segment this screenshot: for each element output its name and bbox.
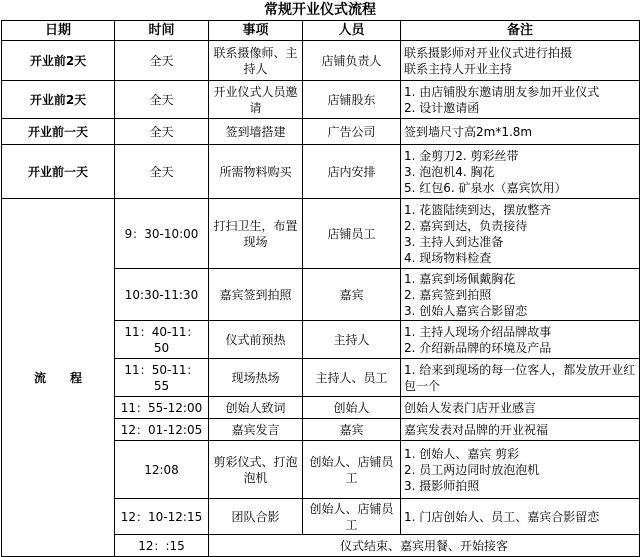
header-time: 时间: [115, 21, 209, 41]
item-cell: 嘉宾发言: [209, 419, 303, 441]
note-line: 2. 员工两边同时放泡泡机: [404, 462, 540, 477]
staff-cell: 店铺负责人: [303, 41, 401, 81]
staff-cell: 店内安排: [303, 145, 401, 199]
date-cell: 开业前一天: [2, 145, 115, 199]
time-cell: 全天: [115, 41, 209, 81]
note-line: 1. 由店铺股东邀请朋友参加开业仪式: [404, 84, 600, 99]
time-cell: 12：:15: [115, 535, 209, 557]
item-cell: 团队合影: [209, 499, 303, 535]
item-cell: 联系摄像师、主持人: [209, 41, 303, 81]
time-cell: 11：40-11：50: [115, 321, 209, 359]
note-line: 联系主持人开业主持: [404, 61, 513, 76]
notes-cell: [401, 41, 640, 81]
notes-cell: [401, 145, 640, 199]
date-cell: 开业前2天: [2, 81, 115, 119]
item-cell: 打扫卫生，布置现场: [209, 199, 303, 269]
notes-cell: 签到墙尺寸高2m*1.8m: [401, 119, 640, 145]
notes-cell: [401, 269, 640, 321]
time-cell: 12：01-12:05: [115, 419, 209, 441]
staff-cell: 创始人: [303, 397, 401, 419]
time-cell: 全天: [115, 119, 209, 145]
note-line: 1. 嘉宾到场佩戴胸花: [404, 271, 516, 286]
notes-cell: [401, 199, 640, 269]
header-row: [2, 21, 640, 41]
staff-cell: 创始人、店铺员工: [303, 499, 401, 535]
header-staff: 人员: [303, 21, 401, 41]
staff-cell: 店铺员工: [303, 199, 401, 269]
note-line: 1. 创始人、嘉宾 剪彩: [404, 446, 520, 461]
note-line: 1. 花篮陆续到达，摆放整齐: [404, 202, 552, 217]
table-row: [2, 119, 640, 145]
item-cell: 所需物料购买: [209, 145, 303, 199]
staff-cell: 创始人、店铺员工: [303, 441, 401, 499]
notes-cell: [401, 321, 640, 359]
time-cell: 全天: [115, 145, 209, 199]
notes-cell: 1. 门店创始人、员工、嘉宾合影留恋: [401, 499, 640, 535]
notes-cell: [401, 359, 640, 397]
notes-cell: [401, 81, 640, 119]
notes-cell: 嘉宾发表对品牌的开业祝福: [401, 419, 640, 441]
date-cell: 开业前2天: [2, 41, 115, 81]
staff-cell: 主持人、员工: [303, 359, 401, 397]
note-line: 1. 金剪刀2. 剪彩丝带: [404, 148, 519, 163]
time-cell: 11：50-11：55: [115, 359, 209, 397]
note-line: 2. 嘉宾签到拍照: [404, 287, 492, 302]
note-line: 2. 设计邀请函: [404, 100, 480, 115]
staff-cell: 店铺股东: [303, 81, 401, 119]
note-line: 3. 创始人嘉宾合影留恋: [404, 303, 528, 318]
header-item: 事项: [209, 21, 303, 41]
note-line: 2. 嘉宾到达，负责接待: [404, 218, 528, 233]
time-cell: 12:08: [115, 441, 209, 499]
staff-cell: 嘉宾: [303, 269, 401, 321]
note-line: 5. 红包6. 矿泉水（嘉宾饮用）: [404, 180, 567, 195]
note-line: 3. 摄影师拍照: [404, 478, 480, 493]
note-line: 3. 主持人到达准备: [404, 234, 504, 249]
date-cell: 开业前一天: [2, 119, 115, 145]
flow-label-cell: 流 程: [2, 199, 115, 557]
time-cell: 11：55-12:00: [115, 397, 209, 419]
item-cell: 签到墙搭建: [209, 119, 303, 145]
header-notes: 备注: [401, 21, 640, 41]
note-line: 1. 主持人现场介绍品牌故事: [404, 324, 552, 339]
time-cell: 10:30-11:30: [115, 269, 209, 321]
item-cell: 创始人致词: [209, 397, 303, 419]
table-row: [2, 199, 640, 269]
item-cell: 开业仪式人员邀请: [209, 81, 303, 119]
schedule-table: [1, 20, 640, 557]
notes-cell: 创始人发表门店开业感言: [401, 397, 640, 419]
item-cell: 仪式前预热: [209, 321, 303, 359]
item-cell: 现场热场: [209, 359, 303, 397]
staff-cell: 广告公司: [303, 119, 401, 145]
time-cell: 12：10-12:15: [115, 499, 209, 535]
note-line: 联系摄影师对开业仪式进行拍摄: [404, 45, 573, 60]
time-cell: 全天: [115, 81, 209, 119]
notes-cell: [401, 441, 640, 499]
table-row: [2, 145, 640, 199]
table-row: [2, 41, 640, 81]
note-line: 2. 介绍新品牌的环境及产品: [404, 340, 552, 355]
note-line: 4. 现场物料检查: [404, 250, 492, 265]
page-title: 常规开业仪式流程: [264, 2, 376, 18]
note-line: 3. 泡泡机4. 胸花: [404, 164, 495, 179]
item-cell: 剪彩仪式、打泡泡机: [209, 441, 303, 499]
table-row: [2, 81, 640, 119]
time-cell: 9：30-10:00: [115, 199, 209, 269]
note-line: 1. 给来到现场的每一位客人，都发放开业红包一个: [404, 362, 636, 393]
item-cell: 嘉宾签到拍照: [209, 269, 303, 321]
closing-cell: 仪式结束、嘉宾用餐、开始接客: [209, 535, 640, 557]
staff-cell: 主持人: [303, 321, 401, 359]
staff-cell: 嘉宾: [303, 419, 401, 441]
header-date: 日期: [2, 21, 115, 41]
